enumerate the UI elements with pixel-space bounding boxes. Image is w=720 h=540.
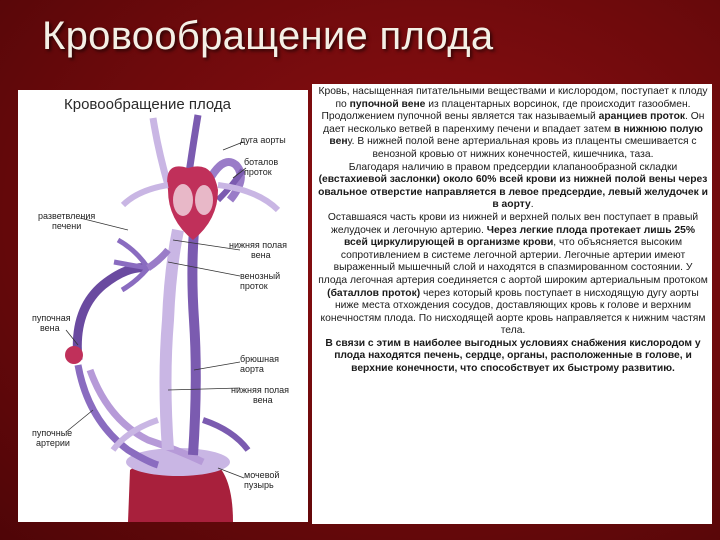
label-ivc-lower bbox=[231, 385, 289, 405]
label-venous-duct bbox=[240, 271, 280, 291]
p1-e: . Он дает несколько ветвей в паренхиму печени и впадает затем bbox=[323, 111, 705, 135]
p3-b: Через легкие плода протекает лишь 25% всей циркулирующей в организме крови bbox=[343, 224, 695, 249]
head-vessel-left bbox=[153, 118, 168, 185]
umbilical-cord-section bbox=[65, 346, 83, 364]
p1-g: у. В нижней полой вене артериальная кровь из плаценты смешивается с венозной кровью от нижних конечностей, кишечника, таза. bbox=[347, 136, 697, 160]
label-liver-branching bbox=[38, 211, 95, 231]
label-ductus-botalli-line2: проток bbox=[244, 167, 272, 177]
paragraph-2 bbox=[318, 162, 708, 212]
label-aortic-arch: дуга аорты bbox=[240, 135, 286, 145]
p3-c: , что объясняется высоким сопротивлением в системе легочной артерии. Легочные артерии имеют выраженный мышечный слой и находятся в спазмированном состоянии. У плода легочная артерия соединяется с аортой широким артериальным протоком bbox=[318, 237, 708, 286]
paragraph-1 bbox=[318, 86, 708, 162]
circulation-diagram bbox=[18, 90, 308, 522]
label-liver-branching-line2: печени bbox=[52, 221, 82, 231]
label-ivc-upper-line1: нижняя полая bbox=[229, 240, 288, 250]
label-ductus-botalli bbox=[244, 157, 278, 177]
label-ivc-lower-line2: вена bbox=[253, 395, 273, 405]
slide-title: Кровообращение плода bbox=[42, 14, 494, 58]
p1-a: Кровь, насыщенная питательными веществами и кислородом, поступает к плоду по bbox=[318, 86, 708, 110]
label-umbilical-arteries-line2: артерии bbox=[36, 438, 70, 448]
label-umbilical-vein-line2: вена bbox=[40, 323, 60, 333]
heart-chamber-left bbox=[173, 184, 193, 216]
label-bladder-line1: мочевой bbox=[244, 470, 280, 480]
p2-b: (евстахиевой заслонки) bbox=[318, 174, 441, 186]
label-venous-duct-line1: венозный bbox=[240, 271, 281, 281]
p1-d: аранциев проток bbox=[598, 111, 686, 123]
p3-d: (баталлов проток) bbox=[327, 287, 421, 299]
venous-duct-vessel bbox=[148, 250, 168, 268]
figure-title: Кровообращение плода bbox=[64, 96, 232, 113]
label-ivc-lower-line1: нижняя полая bbox=[231, 385, 290, 395]
label-umbilical-arteries bbox=[32, 428, 72, 448]
circulation-figure bbox=[18, 90, 308, 522]
label-abdominal-aorta-line2: аорта bbox=[240, 364, 264, 374]
p2-d: . bbox=[530, 199, 534, 211]
p3-e: через который кровь поступает в нисходящую дугу аорты ниже места отхождения сосудов, доставляющих кровь к голове и верхним конечностям плода. По нисходящей аорте кровь направляется к нижним частям тела. bbox=[320, 287, 706, 337]
paragraph-4 bbox=[318, 338, 708, 376]
p1-f: в нижнюю полую вен bbox=[329, 123, 703, 148]
label-bladder-line2: пузырь bbox=[244, 480, 274, 490]
heart-chamber-right bbox=[195, 185, 213, 215]
p2-c: около 60% всей крови из нижней полой вены через овальное отверстие направляется в левое предсердие, левый желудочек и в аорту bbox=[318, 174, 708, 211]
p3-a: Оставшаяся часть крови из нижней и верхней полых вен поступает в правый желудочек и легочную артерию. bbox=[327, 211, 699, 236]
p1-c: из плацентарных ворсинок, где происходит газообмен. Продолжением пупочной вены является так называемый bbox=[321, 98, 691, 123]
p4: В связи с этим в наиболее выгодных условиях снабжения кислородом у плода находятся печень, сердце, органы, расположенные в голове, и верхние конечности, что способствует их быстрому развитию. bbox=[325, 337, 701, 375]
arm-vessel-left bbox=[123, 185, 168, 205]
label-umbilical-arteries-line1: пупочные bbox=[32, 428, 73, 438]
abdominal-aorta-vessel bbox=[192, 210, 196, 455]
label-ductus-botalli-line1: боталов bbox=[244, 157, 279, 167]
label-venous-duct-line2: проток bbox=[240, 281, 268, 291]
p1-b: пупочной вене bbox=[349, 98, 426, 110]
label-umbilical-vein bbox=[32, 313, 71, 333]
text-panel bbox=[312, 84, 712, 524]
label-umbilical-vein-line1: пупочная bbox=[32, 313, 71, 323]
label-abdominal-aorta-line1: брюшная bbox=[240, 354, 279, 364]
label-ivc-upper bbox=[229, 240, 287, 260]
p2-a: Благодаря наличию в правом предсердии клапанообразной складки bbox=[348, 161, 678, 173]
leg-vessel-right bbox=[203, 420, 248, 450]
label-liver-branching-line1: разветвления bbox=[38, 211, 96, 221]
label-bladder bbox=[244, 470, 279, 490]
label-abdominal-aorta bbox=[240, 354, 279, 374]
paragraph-3 bbox=[318, 212, 708, 338]
label-ivc-upper-line2: вена bbox=[251, 250, 271, 260]
